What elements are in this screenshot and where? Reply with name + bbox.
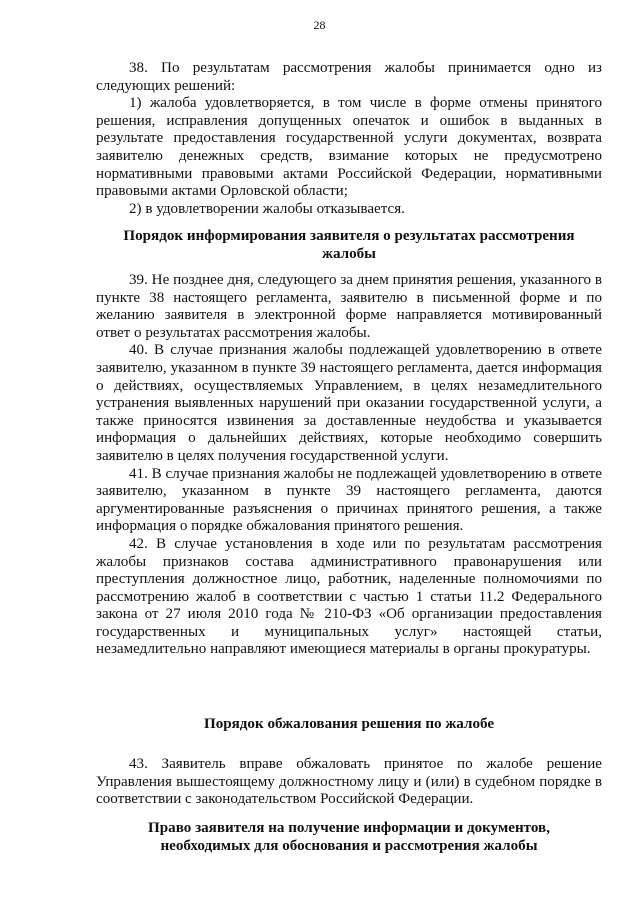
- section-decisions: [96, 60, 602, 218]
- paragraph-38: 38. По результатам рассмотрения жалобы принимается одно из следующих решений:: [96, 60, 602, 94]
- paragraph-40: 40. В случае признания жалобы подлежащей удовлетворению в ответе заявителю, указанном в пункте 39 настоящего регламента, дается информация о действиях, осуществляемых Управлением, в целях незамедлительного устранения выявленных нарушений при оказании государственной услуги, а также приносятся извинения за доставленные неудобства и указывается информация о дальнейших действиях, которые необходимо совершить заявителю в целях получения государственной услуги.: [96, 342, 602, 464]
- list-item-1: 1) жалоба удовлетворяется, в том числе в форме отмены принятого решения, исправления допущенных опечаток и ошибок в выданных в результате предоставления государственной услуги документах, возврата заявителю денежных средств, взимание которых не предусмотрено нормативными правовыми актами Российской Федерации, нормативными правовыми актами Орловской области;: [96, 95, 602, 200]
- paragraph-41: 41. В случае признания жалобы не подлежащей удовлетворению в ответе заявителю, указанном в пункте 39 настоящего регламента, даются аргументированные разъяснения о причинах принятого решения, а также информация о порядке обжалования принятого решения.: [96, 465, 602, 535]
- heading-appeal: Порядок обжалования решения по жалобе: [203, 716, 495, 732]
- heading-right-to-info-line2: необходимых для обоснования и рассмотрения жалобы: [160, 837, 538, 854]
- section-informing: [96, 272, 602, 659]
- list-item-2: 2) в удовлетворении жалобы отказывается.: [129, 200, 405, 217]
- page-number: 28: [313, 18, 326, 32]
- heading-right-to-info-line1: Право заявителя на получение информации и документов,: [148, 820, 550, 836]
- paragraph-42: 42. В случае установления в ходе или по результатам рассмотрения жалобы признаков состава административного правонарушения или преступления должностное лицо, работник, наделенные полномочиями по рассмотрению жалоб в соответствии с частью 1 статьи 11.2 Федерального закона от 27 июля 2010 года № 210-ФЗ «Об организации предоставления государственных и муниципальных услуг» настоящей статьи, незамедлительно направляют имеющиеся материалы в органы прокуратуры.: [96, 535, 602, 658]
- heading-informing: Порядок информирования заявителя о результатах рассмотрения жалобы: [123, 228, 575, 262]
- section-appeal: [96, 756, 602, 809]
- paragraph-39: 39. Не позднее дня, следующего за днем принятия решения, указанного в пункте 38 настоящего регламента, заявителю в письменной форме и по желанию заявителя в электронной форме направляется мотивированный ответ о результатах рассмотрения жалобы.: [96, 272, 602, 341]
- paragraph-43: 43. Заявитель вправе обжаловать принятое по жалобе решение Управления вышестоящему должностному лицу и (или) в судебном порядке в соответствии с законодательством Российской Федерации.: [96, 756, 602, 808]
- heading-right-to-info: [96, 820, 602, 855]
